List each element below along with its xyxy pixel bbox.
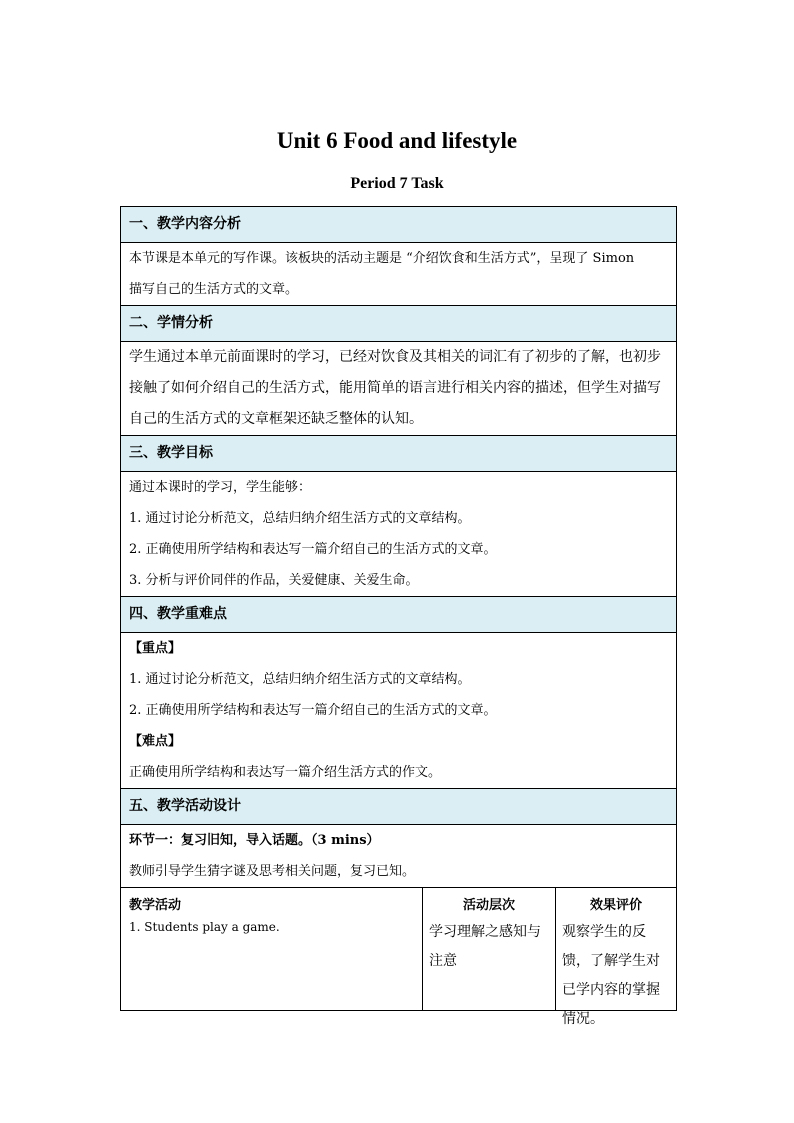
section-body-content-analysis bbox=[121, 243, 676, 306]
section-heading-activity-design: 五、教学活动设计 bbox=[121, 789, 676, 825]
level-column bbox=[423, 888, 556, 1010]
section-heading-learner-analysis: 二、学情分析 bbox=[121, 306, 676, 342]
column-header-level: 活动层次 bbox=[462, 898, 515, 913]
evaluation-column bbox=[556, 888, 676, 1027]
column-header-evaluation: 效果评价 bbox=[589, 898, 642, 913]
level-cell: 学习理解之感知与注意 bbox=[429, 924, 541, 969]
list-item: 1. 通过讨论分析范文，总结归纳介绍生活方式的文章结构。 bbox=[129, 672, 471, 687]
text-line: 正确使用所学结构和表达写一篇介绍生活方式的作文。 bbox=[129, 765, 442, 780]
step-description: 教师引导学生猜字谜及思考相关问题，复习已知。 bbox=[129, 864, 416, 879]
section-body-activity-design bbox=[121, 825, 676, 888]
section-heading-objectives: 三、教学目标 bbox=[121, 436, 676, 472]
column-header-activity: 教学活动 bbox=[129, 898, 182, 913]
section-heading-content-analysis: 一、教学内容分析 bbox=[121, 207, 676, 243]
section-heading-key-points: 四、教学重难点 bbox=[121, 597, 676, 633]
difficult-point-label: 【难点】 bbox=[129, 734, 182, 749]
lesson-plan-table bbox=[120, 206, 677, 1027]
list-item: 3. 分析与评价同伴的作品，关爱健康、关爱生命。 bbox=[129, 573, 419, 588]
activity-table bbox=[121, 888, 676, 1027]
step-title: 环节一：复习旧知，导入话题。（3 mins） bbox=[129, 833, 380, 848]
list-item: 1. 通过讨论分析范文，总结归纳介绍生活方式的文章结构。 bbox=[129, 511, 471, 526]
list-item: 2. 正确使用所学结构和表达写一篇介绍自己的生活方式的文章。 bbox=[129, 542, 497, 557]
activity-column bbox=[121, 888, 423, 1010]
activity-cell: 1. Students play a game. bbox=[129, 920, 280, 934]
text-line: 本节课是本单元的写作课。该板块的活动主题是 “介绍饮食和生活方式”，呈现了 Simon bbox=[129, 251, 635, 266]
document-subtitle: Period 7 Task bbox=[350, 175, 444, 192]
document-title: Unit 6 Food and lifestyle bbox=[276, 128, 518, 153]
list-item: 2. 正确使用所学结构和表达写一篇介绍自己的生活方式的文章。 bbox=[129, 703, 497, 718]
text-line: 学生通过本单元前面课时的学习，已经对饮食及其相关的词汇有了初步的了解，也初步 bbox=[129, 349, 661, 365]
key-point-label: 【重点】 bbox=[129, 641, 182, 656]
evaluation-cell: 观察学生的反馈，了解学生对已学内容的掌握情况。 bbox=[562, 924, 660, 1027]
section-body-learner-analysis bbox=[121, 342, 676, 436]
text-line: 描写自己的生活方式的文章。 bbox=[129, 282, 299, 297]
section-body-objectives bbox=[121, 472, 676, 597]
text-line: 自己的生活方式的文章框架还缺乏整体的认知。 bbox=[129, 411, 423, 427]
text-line: 接触了如何介绍自己的生活方式，能用简单的语言进行相关内容的描述，但学生对描写 bbox=[129, 380, 661, 396]
text-line: 通过本课时的学习，学生能够： bbox=[129, 480, 312, 495]
section-body-key-points bbox=[121, 633, 676, 789]
